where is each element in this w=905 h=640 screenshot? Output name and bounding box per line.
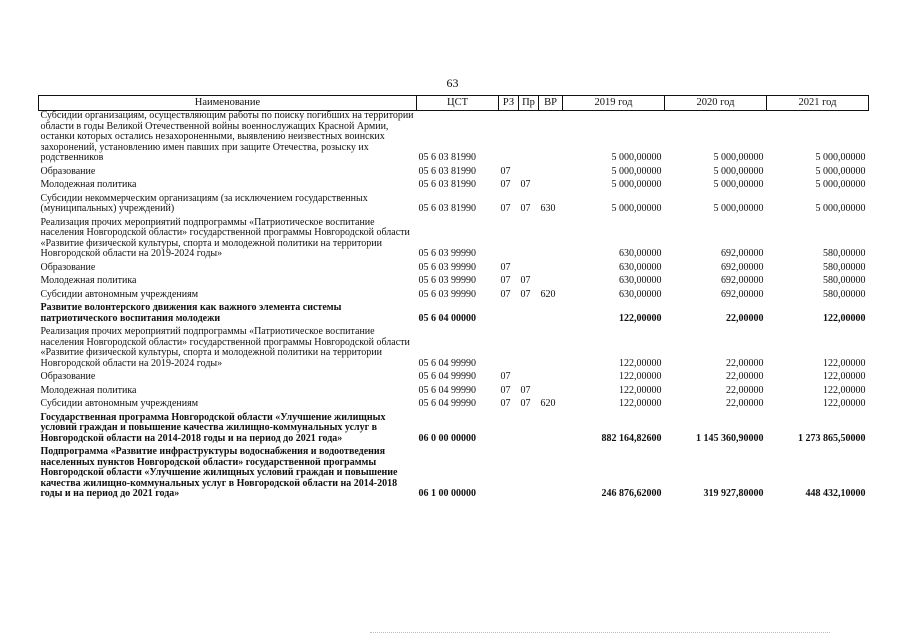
cell-y2021: 122,00000: [823, 357, 866, 369]
cell-vr: [539, 300, 563, 324]
cell-y2021: 122,00000: [823, 371, 866, 382]
cell-pr: [519, 369, 539, 383]
cell-pr: 07: [520, 179, 531, 190]
cell-cst: 06 0 00 00000: [418, 432, 476, 444]
cell-y2020: 5 000,00000: [713, 152, 764, 163]
header-2021: 2021 год: [767, 96, 869, 111]
cell-rz: 07: [500, 398, 511, 409]
cell-name: Субсидии автономным учреждениям: [40, 398, 199, 409]
table-row: [39, 383, 869, 397]
cell-vr: [539, 383, 563, 397]
cell-y2019: 122,00000: [619, 357, 662, 369]
cell-name: Развитие волонтерского движения как важного элемента системы патриотического воспитания молодежи: [40, 302, 342, 324]
cell-y2020: 692,00000: [721, 261, 764, 273]
cell-cst: 05 6 04 99990: [418, 357, 476, 369]
cell-y2019: 122,00000: [619, 384, 662, 396]
cell-y2021: 122,00000: [823, 384, 866, 396]
cell-cst: 05 6 03 99990: [418, 261, 476, 273]
cell-cst: 05 6 03 99990: [418, 288, 476, 300]
cell-y2021: 5 000,00000: [815, 165, 866, 177]
cell-rz: 07: [500, 203, 511, 214]
cell-pr: [519, 410, 539, 445]
cell-vr: 630: [540, 203, 556, 214]
cell-pr: [519, 260, 539, 274]
cell-cst: 05 6 03 81990: [418, 152, 476, 163]
cell-y2020: 5 000,00000: [713, 203, 764, 214]
cell-vr: [539, 410, 563, 445]
cell-y2020: 5 000,00000: [713, 165, 764, 177]
cell-name: Подпрограмма «Развитие инфраструктуры водоснабжения и водоотведения населенных пунктов Новгородской области» государственной программы Новгородской области «Улучшение жилищных условий граждан и повышение качества жилищно-коммунальных услуг в Новгородской области на 2014-2018 годы и на период до 2021 года»: [40, 446, 398, 499]
cell-pr: [519, 324, 539, 369]
cell-vr: [539, 164, 563, 178]
cell-rz: [499, 300, 519, 324]
cell-rz: [499, 111, 519, 164]
cell-y2021: 122,00000: [823, 398, 866, 409]
cell-rz: 07: [500, 165, 511, 177]
cell-rz: 07: [500, 179, 511, 190]
cell-name: Молодежная политика: [40, 275, 137, 286]
cell-vr: [539, 444, 563, 500]
cell-cst: 05 6 03 99990: [418, 248, 476, 259]
table-row: [39, 300, 869, 324]
cell-cst: 05 6 03 99990: [418, 275, 476, 286]
cell-vr: [539, 177, 563, 191]
table-header-row: [39, 96, 869, 111]
table-body: [39, 111, 869, 500]
cell-pr: [519, 444, 539, 500]
cell-name: Субсидии некоммерческим организациям (за исключением государственных (муниципальных) учреждений): [40, 192, 368, 214]
header-name: Наименование: [39, 96, 417, 111]
cell-name: Молодежная политика: [40, 179, 137, 190]
table-row: [39, 287, 869, 301]
cell-y2021: 448 432,10000: [805, 488, 866, 499]
cell-vr: [539, 324, 563, 369]
cell-pr: [519, 164, 539, 178]
cell-y2020: 5 000,00000: [713, 179, 764, 190]
cell-vr: 620: [540, 288, 556, 300]
cell-y2020: 22,00000: [726, 312, 764, 324]
cell-name: Образование: [40, 261, 96, 273]
cell-name: Молодежная политика: [40, 384, 137, 396]
cell-y2021: 1 273 865,50000: [798, 432, 866, 444]
cell-y2021: 5 000,00000: [815, 152, 866, 163]
cell-y2021: 580,00000: [823, 248, 866, 259]
cell-cst: 05 6 03 81990: [418, 179, 476, 190]
page-number: 63: [446, 76, 459, 90]
cell-pr: 07: [520, 288, 531, 300]
cell-cst: 05 6 04 99990: [418, 384, 476, 396]
cell-pr: [519, 111, 539, 164]
cell-y2019: 630,00000: [619, 261, 662, 273]
cell-y2020: 22,00000: [726, 384, 764, 396]
budget-table: [38, 95, 869, 500]
cell-name: Реализация прочих мероприятий подпрограммы «Патриотическое воспитание населения Новгородской области» государственной программы Новгородской области «Развитие физической культуры, спорта и молодежной политики на территории Новгородской области на 2019-2024 годы»: [40, 326, 410, 369]
cell-rz: [499, 410, 519, 445]
table-row: [39, 396, 869, 410]
cell-y2019: 5 000,00000: [611, 203, 662, 214]
header-2020: 2020 год: [665, 96, 767, 111]
cell-rz: [499, 324, 519, 369]
cell-cst: 05 6 03 81990: [418, 203, 476, 214]
cell-y2020: 319 927,80000: [703, 488, 764, 499]
cell-y2019: 122,00000: [619, 312, 662, 324]
scan-artifact: [370, 632, 830, 635]
table-row: [39, 215, 869, 260]
cell-name: Реализация прочих мероприятий подпрограммы «Патриотическое воспитание населения Новгородской области» государственной программы Новгородской области «Развитие физической культуры, спорта и молодежной политики на территории Новгородской области на 2019-2024 годы»: [40, 216, 410, 259]
table-row: [39, 177, 869, 191]
cell-cst: 05 6 04 99990: [418, 398, 476, 409]
cell-y2020: 692,00000: [721, 275, 764, 286]
cell-y2021: 122,00000: [823, 312, 866, 324]
cell-rz: [499, 215, 519, 260]
cell-pr: 07: [520, 384, 531, 396]
header-cst: ЦСТ: [417, 96, 499, 111]
header-2019: 2019 год: [563, 96, 665, 111]
cell-cst: 05 6 03 81990: [418, 165, 476, 177]
cell-name: Субсидии организациям, осуществляющим работы по поиску погибших на территории области в годы Великой Отечественной войны военнослужащих Красной Армии, останки которых остались незахороненными, выявлению неизвестных воинских захоронений, установлению имен павших при защите Отечества, розыску их родственников: [40, 110, 414, 163]
cell-y2020: 22,00000: [726, 371, 764, 382]
cell-y2021: 5 000,00000: [815, 179, 866, 190]
cell-y2020: 22,00000: [726, 357, 764, 369]
cell-cst: 05 6 04 00000: [418, 312, 476, 324]
cell-pr: [519, 300, 539, 324]
cell-vr: [539, 260, 563, 274]
cell-cst: 05 6 04 99990: [418, 371, 476, 382]
cell-y2020: 22,00000: [726, 398, 764, 409]
cell-y2019: 630,00000: [619, 288, 662, 300]
cell-pr: 07: [520, 398, 531, 409]
cell-vr: [539, 215, 563, 260]
cell-name: Образование: [40, 371, 96, 382]
cell-y2019: 5 000,00000: [611, 179, 662, 190]
header-vr: ВР: [539, 96, 563, 111]
cell-pr: 07: [520, 203, 531, 214]
cell-y2019: 630,00000: [619, 248, 662, 259]
table-row: [39, 369, 869, 383]
cell-y2019: 630,00000: [619, 275, 662, 286]
cell-pr: [519, 215, 539, 260]
cell-name: Субсидии автономным учреждениям: [40, 288, 199, 300]
cell-vr: [539, 111, 563, 164]
cell-rz: 07: [500, 261, 511, 273]
cell-y2020: 1 145 360,90000: [696, 432, 764, 444]
cell-vr: [539, 273, 563, 287]
cell-y2021: 580,00000: [823, 275, 866, 286]
header-rz: РЗ: [499, 96, 519, 111]
table-row: [39, 324, 869, 369]
cell-vr: [539, 369, 563, 383]
table-row: [39, 410, 869, 445]
header-pr: Пр: [519, 96, 539, 111]
cell-cst: 06 1 00 00000: [418, 488, 476, 499]
cell-y2019: 5 000,00000: [611, 165, 662, 177]
table-row: [39, 111, 869, 164]
table-row: [39, 273, 869, 287]
cell-pr: 07: [520, 275, 531, 286]
cell-rz: 07: [500, 384, 511, 396]
cell-y2020: 692,00000: [721, 248, 764, 259]
table-row: [39, 260, 869, 274]
cell-rz: 07: [500, 275, 511, 286]
cell-name: Образование: [40, 165, 96, 177]
cell-y2020: 692,00000: [721, 288, 764, 300]
table-row: [39, 191, 869, 215]
cell-vr: 620: [540, 398, 556, 409]
cell-rz: [499, 444, 519, 500]
table-row: [39, 444, 869, 500]
table-row: [39, 164, 869, 178]
cell-name: Государственная программа Новгородской области «Улучшение жилищных условий граждан и повышение качества жилищно-коммунальных услуг в Новгородской области на 2014-2018 годы и на период до 2021 года»: [40, 411, 386, 444]
cell-y2019: 122,00000: [619, 371, 662, 382]
cell-y2021: 580,00000: [823, 288, 866, 300]
cell-y2019: 246 876,62000: [601, 488, 662, 499]
cell-y2019: 122,00000: [619, 398, 662, 409]
cell-y2021: 580,00000: [823, 261, 866, 273]
cell-rz: 07: [500, 288, 511, 300]
cell-y2021: 5 000,00000: [815, 203, 866, 214]
cell-rz: 07: [500, 371, 511, 382]
cell-y2019: 5 000,00000: [611, 152, 662, 163]
cell-y2019: 882 164,82600: [601, 432, 662, 444]
